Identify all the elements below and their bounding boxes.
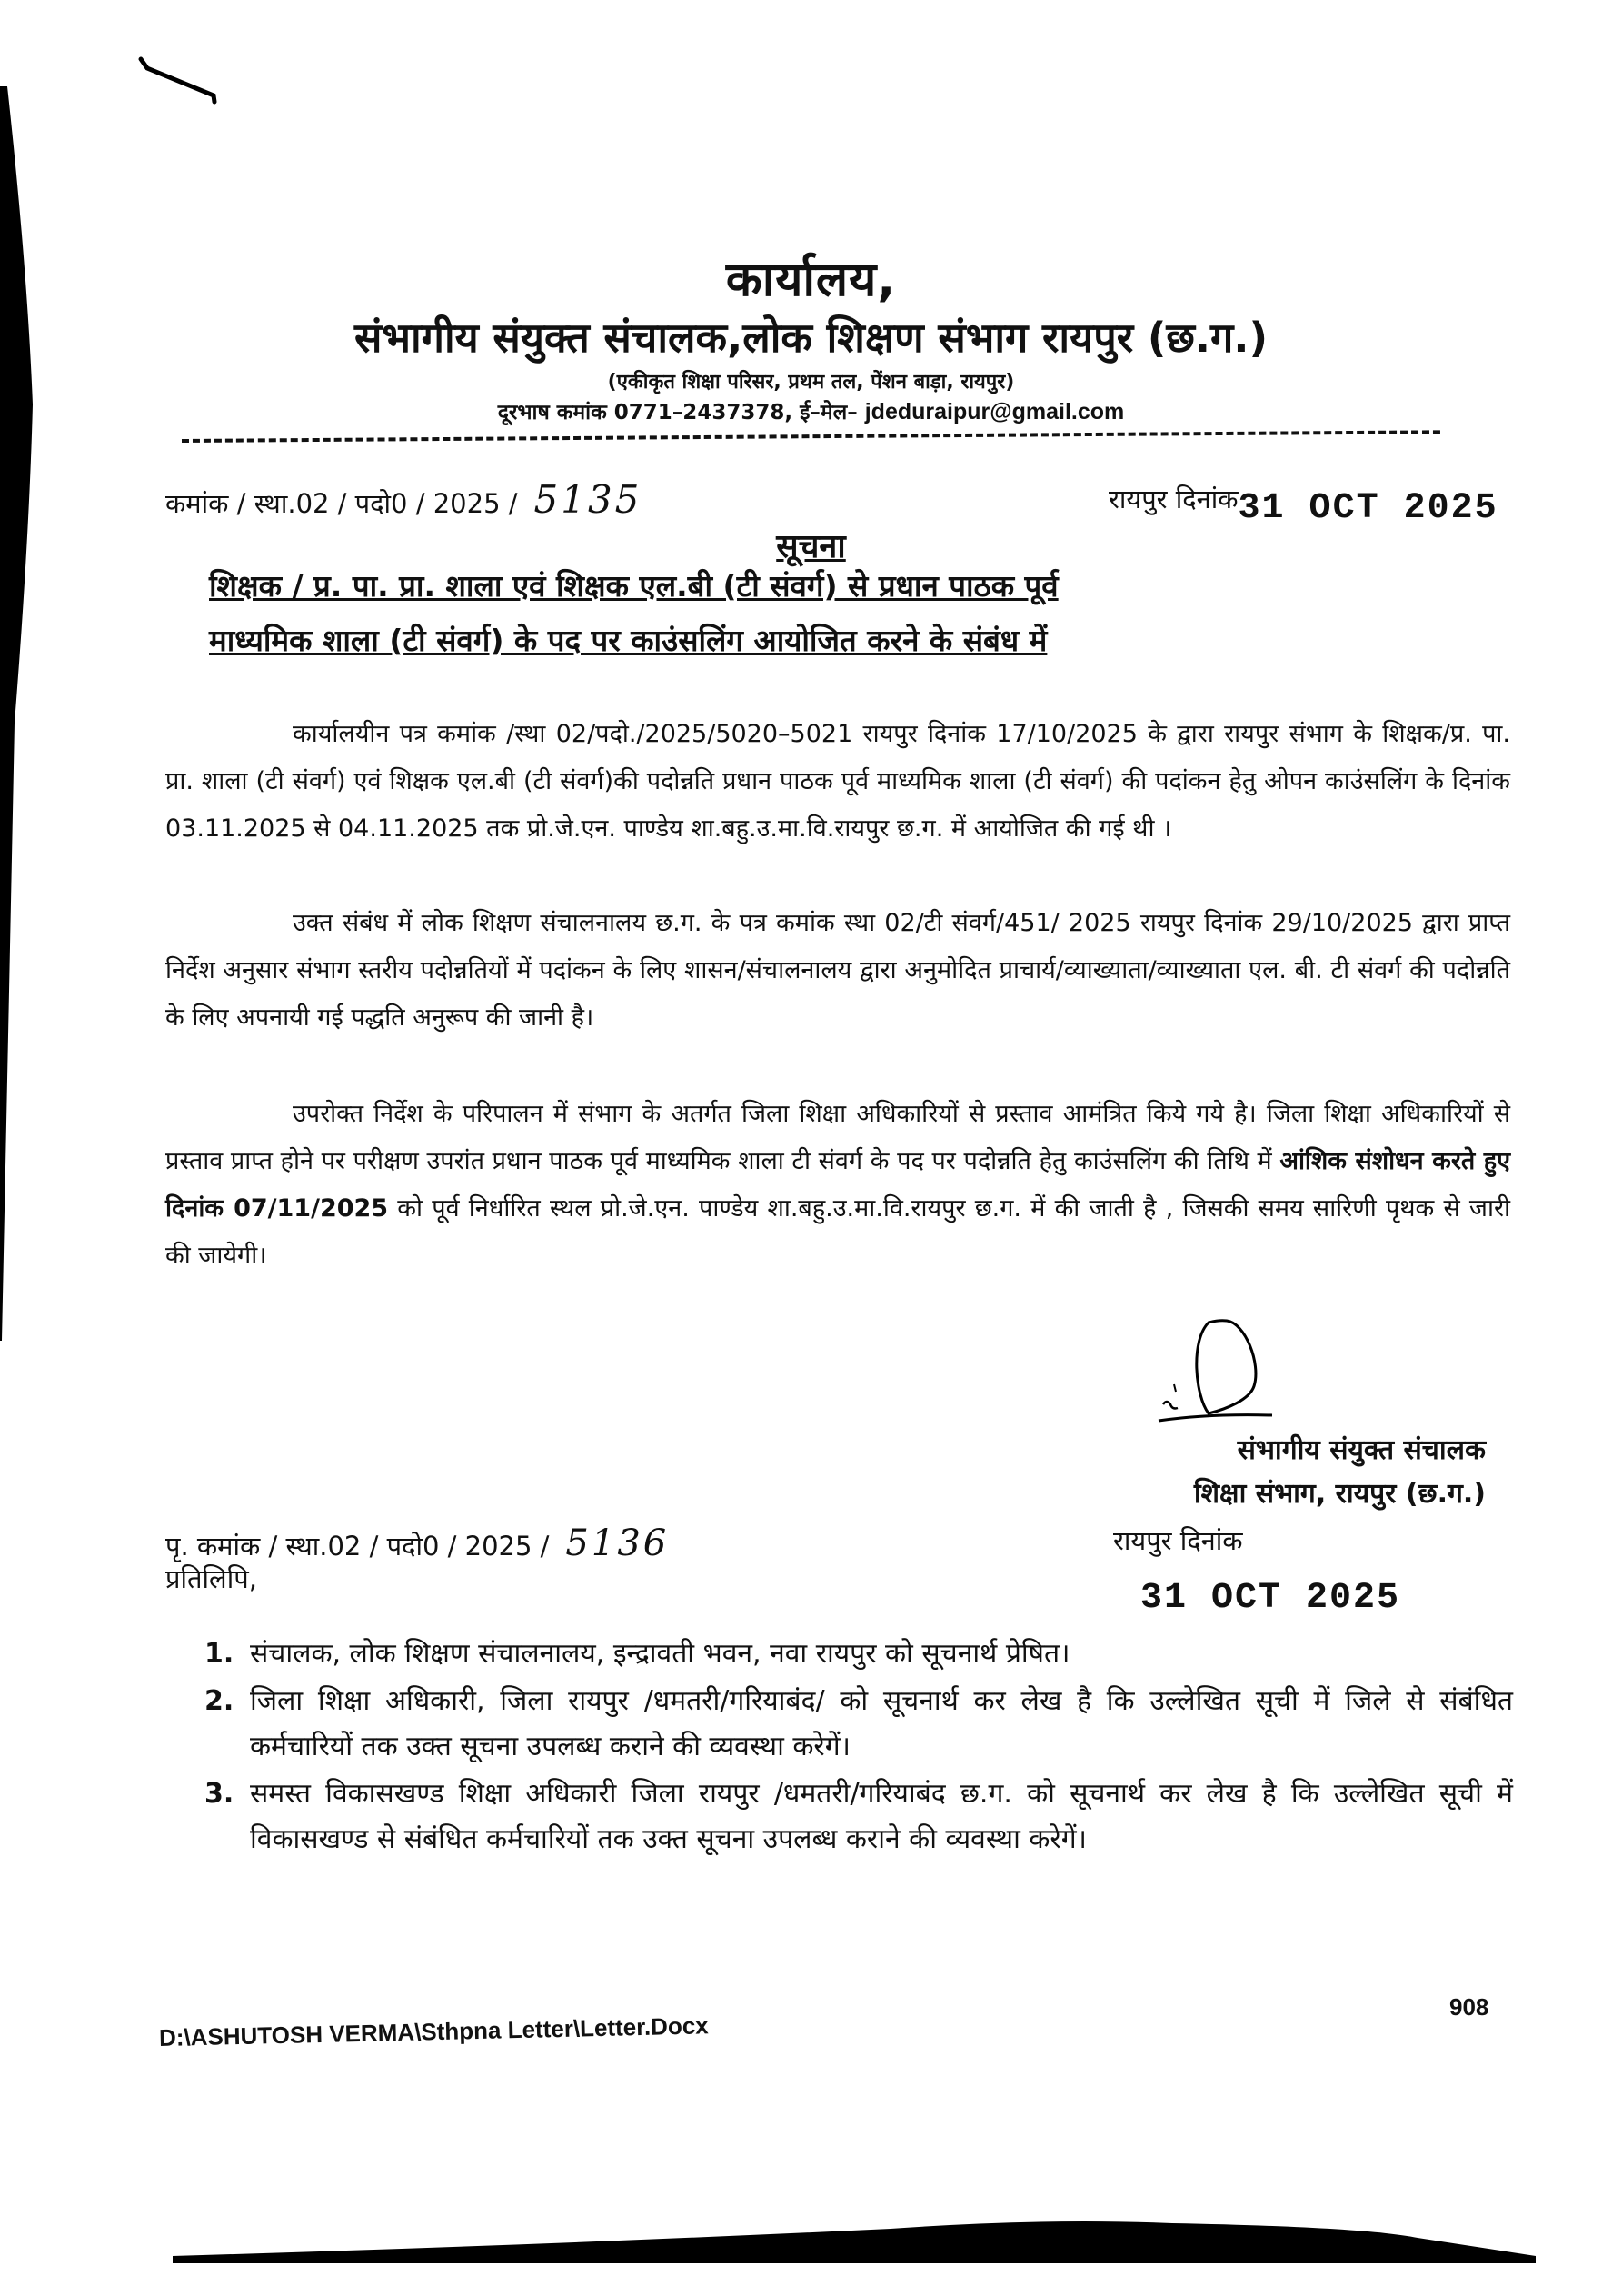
pen-mark: [136, 55, 223, 109]
paragraph-text: उपरोक्त निर्देश के परिपालन में संभाग के अतर्गत जिला शिक्षा अधिकारियों से प्रस्ताव आमंत्रित किये गये है। जिला शिक्षा अधिकारियों से प्रस्ताव प्राप्त होने पर परीक्षण उपरांत प्रधान पाठक पूर्व माध्यमिक शाला टी संवर्ग के पद पर पदोन्नति हेतु काउंसलिंग की तिथि में: [165, 1100, 1510, 1175]
list-item-number: 2.: [204, 1685, 234, 1717]
file-path: D:\ASHUTOSH VERMA\Sthpna Letter\Letter.Docx: [158, 2011, 710, 2051]
body-paragraph-1: [165, 711, 1510, 853]
office-address: (एकीकृत शिक्षा परिसर, प्रथम तल, पेंशन बाड़ा, रायपुर): [607, 371, 1015, 394]
signatory-title: संभागीय संयुक्त संचालक: [1237, 1434, 1486, 1466]
signatory-block: [1086, 1429, 1486, 1516]
subject-line: शिक्षक / प्र. पा. प्रा. शाला एवं शिक्षक एल.बी (टी संवर्ग) से प्रधान पाठक पूर्व: [209, 568, 1059, 604]
body-paragraph-2: [165, 900, 1510, 1042]
header-divider: [182, 430, 1440, 443]
signatory-office: शिक्षा संभाग, रायपुर (छ.ग.): [1193, 1478, 1486, 1510]
list-item-number: 3.: [204, 1778, 234, 1810]
list-item-number: 1.: [204, 1638, 234, 1670]
place-date-label: रायपुर दिनांक: [1109, 484, 1239, 514]
list-item-text: समस्त विकासखण्ड शिक्षा अधिकारी जिला रायपुर /धमतरी/गरियाबंद छ.ग. को सूचनार्थ कर लेख है कि उल्लेखित सूची में विकासखण्ड से संबंधित कर्मचारियों तक उक्त सूचना उपलब्ध कराने की व्यवस्था करेगें।: [250, 1778, 1513, 1855]
reference-number: [165, 477, 642, 522]
body-paragraph-3: [165, 1091, 1510, 1280]
list-item: [204, 1772, 1513, 1862]
copy-recipients-list: [204, 1632, 1513, 1864]
revised-date-highlight: आंशिक संशोधन करते हुए दिनांक 07/11/2025: [165, 1147, 1511, 1223]
scan-shadow-bottom: [0, 2218, 1622, 2296]
copy-label: प्रतिलिपि,: [165, 1563, 257, 1594]
copy-place-date-label: रायपुर दिनांक: [1113, 1525, 1243, 1556]
subject: [209, 559, 1481, 668]
copy-date-stamp: 31 OCT 2025: [1140, 1578, 1401, 1619]
notice-heading: सूचना: [776, 528, 846, 565]
list-item: [204, 1679, 1513, 1770]
list-item: [204, 1632, 1513, 1677]
copy-reference-number: [165, 1522, 669, 1564]
paragraph-text: उक्त संबंध में लोक शिक्षण संचालनालय छ.ग. के पत्र कमांक स्था 02/टी संवर्ग/451/ 2025 रायपुर दिनांक 29/10/2025 द्वारा प्राप्त निर्देश अनुसार संभाग स्तरीय पदोन्नतियों में पदांकन के लिए शासन/संचालनालय द्वारा अनुमोदित प्राचार्य/व्याख्याता/व्याख्याता एल. बी. टी संवर्ग की पदोन्नति के लिए अपनायी गई पद्धति अनुरूप की जानी है।: [165, 909, 1510, 1032]
list-item-text: संचालक, लोक शिक्षण संचालनालय, इन्द्रावती भवन, नवा रायपुर को सूचनार्थ प्रेषित।: [250, 1638, 1070, 1670]
contact-line: [0, 396, 1622, 425]
date-stamp: 31 OCT 2025: [1238, 488, 1498, 529]
copy-reference-handwritten-number: 5136: [565, 1522, 670, 1564]
list-item-text: जिला शिक्षा अधिकारी, जिला रायपुर /धमतरी/गरियाबंद/ को सूचनार्थ कर लेख है कि उल्लेखित सूची में जिले से संबंधित कर्मचारियों तक उक्त सूचना उपलब्ध कराने की व्यवस्था करेगें।: [250, 1685, 1513, 1762]
reference-handwritten-number: 5135: [533, 477, 642, 522]
page-number: 908: [1449, 1993, 1489, 2021]
paragraph-text: कार्यालयीन पत्र कमांक /स्था 02/पदो./2025/5020–5021 रायपुर दिनांक 17/10/2025 के द्वारा रायपुर संभाग के शिक्षक/प्र. पा. प्रा. शाला (टी संवर्ग) एवं शिक्षक एल.बी (टी संवर्ग)की पदोन्नति प्रधान पाठक पूर्व माध्यमिक शाला (टी संवर्ग) की पदांकन हेतु ओपन काउंसलिंग के दिनांक 03.11.2025 से 04.11.2025 तक प्रो.जे.एन. पाण्डेय शा.बहु.उ.मा.वि.रायपुर छ.ग. में आयोजित की गई थी ।: [165, 720, 1510, 843]
office-title: कार्यालय,: [725, 253, 897, 307]
email-address: jdeduraipur@gmail.com: [864, 399, 1125, 424]
place-date: [1109, 479, 1498, 529]
reference-prefix: कमांक / स्था.02 / पदो0 / 2025 /: [165, 488, 518, 519]
copy-reference-prefix: पृ. कमांक / स्था.02 / पदो0 / 2025 /: [165, 1531, 550, 1562]
phone-text: दूरभाष कमांक 0771–2437378, ई–मेल–: [497, 401, 865, 424]
department-name: संभागीय संयुक्त संचालक,लोक शिक्षण संभाग रायपुर (छ.ग.): [353, 314, 1269, 362]
subject-line: माध्यमिक शाला (टी संवर्ग) के पद पर काउंसलिंग आयोजित करने के संबंध में: [209, 623, 1048, 658]
signature: [1154, 1313, 1309, 1441]
paragraph-text: को पूर्व निर्धारित स्थल प्रो.जे.एन. पाण्डेय शा.बहु.उ.मा.वि.रायपुर छ.ग. में की जाती है , जिसकी समय सारिणी पृथक से जारी की जायेगी।: [165, 1194, 1510, 1270]
copy-place-date: [1113, 1522, 1409, 1619]
